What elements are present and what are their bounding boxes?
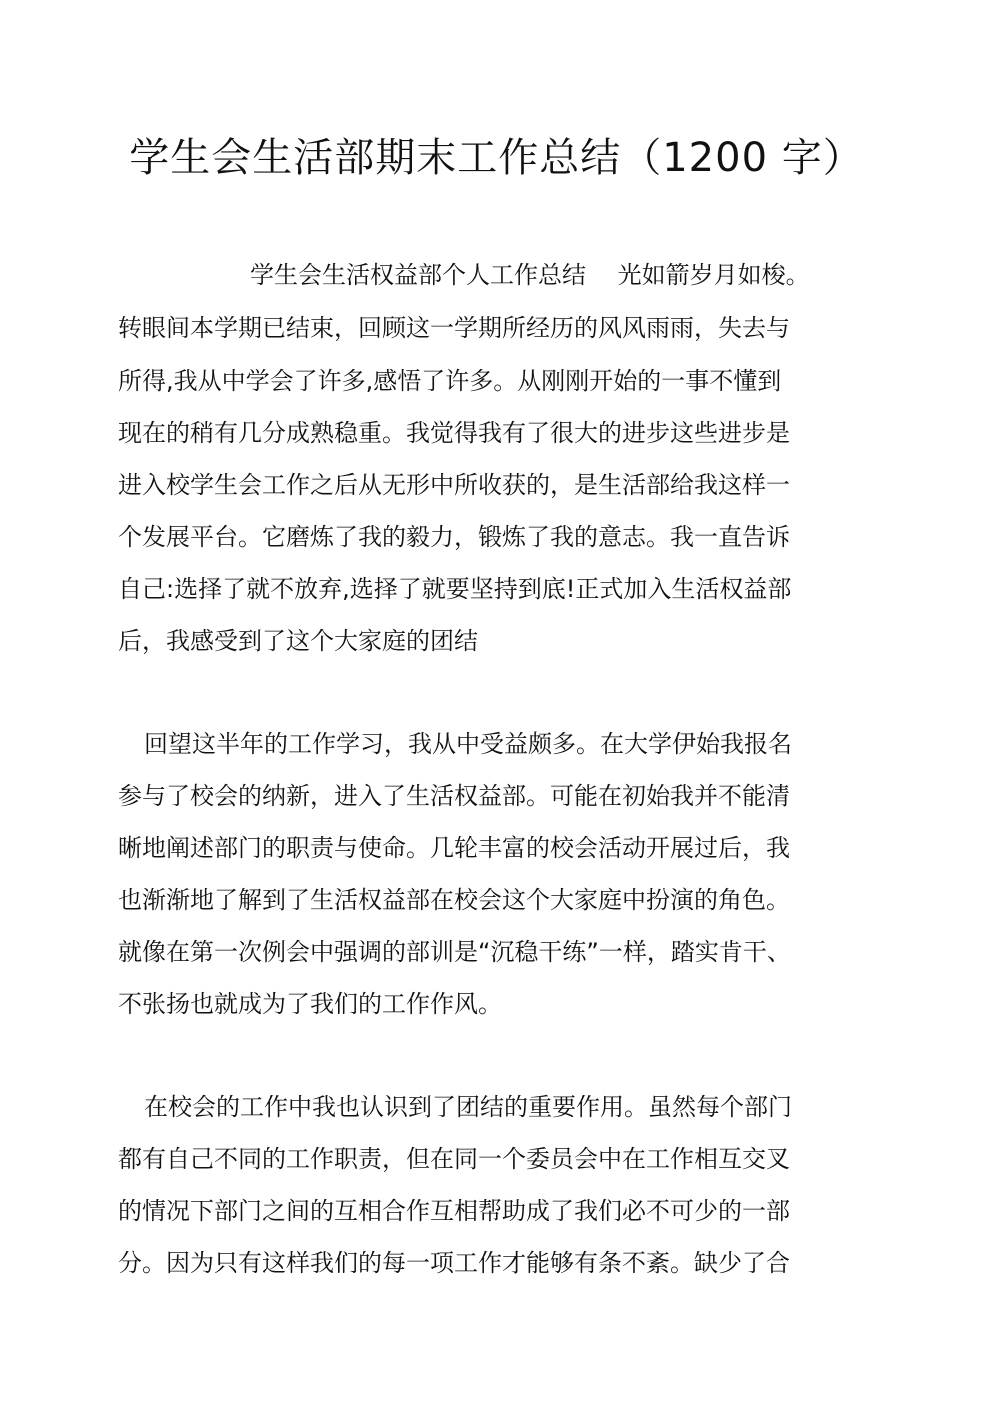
paragraph-1-line-5: 进入校学生会工作之后从无形中所收获的，是生活部给我这样一 bbox=[118, 471, 790, 499]
paragraph-1-line-2: 转眼间本学期已结束，回顾这一学期所经历的风风雨雨，失去与 bbox=[118, 314, 790, 342]
document-title: 学生会生活部期末工作总结（1200 字） bbox=[129, 135, 864, 181]
paragraph-3-line-3: 的情况下部门之间的互相合作互相帮助成了我们必不可少的一部 bbox=[118, 1197, 790, 1225]
paragraph-1-line-3: 所得,我从中学会了许多,感悟了许多。从刚刚开始的一事不懂到 bbox=[118, 367, 782, 395]
paragraph-1-line-6: 个发展平台。它磨炼了我的毅力，锻炼了我的意志。我一直告诉 bbox=[118, 523, 790, 551]
paragraph-3-line-4: 分。因为只有这样我们的每一项工作才能够有条不紊。缺少了合 bbox=[118, 1249, 790, 1277]
paragraph-2-line-1: 回望这半年的工作学习，我从中受益颇多。在大学伊始我报名 bbox=[144, 730, 792, 758]
paragraph-1-line-1: 学生会生活权益部个人工作总结 光如箭岁月如梭。 bbox=[250, 261, 810, 289]
paragraph-1-line-8: 后，我感受到了这个大家庭的团结 bbox=[118, 627, 478, 655]
paragraph-2-line-6: 不张扬也就成为了我们的工作作风。 bbox=[118, 990, 502, 1018]
paragraph-1-line-7: 自己:选择了就不放弃,选择了就要坚持到底!正式加入生活权益部 bbox=[118, 575, 792, 603]
paragraph-3-line-1: 在校会的工作中我也认识到了团结的重要作用。虽然每个部门 bbox=[144, 1093, 792, 1121]
paragraph-1-line-4: 现在的稍有几分成熟稳重。我觉得我有了很大的进步这些进步是 bbox=[118, 419, 790, 447]
paragraph-2-line-5: 就像在第一次例会中强调的部训是“沉稳干练”一样，踏实肯干、 bbox=[118, 938, 791, 966]
paragraph-2-line-3: 晰地阐述部门的职责与使命。几轮丰富的校会活动开展过后，我 bbox=[118, 834, 790, 862]
paragraph-2-line-4: 也渐渐地了解到了生活权益部在校会这个大家庭中扮演的角色。 bbox=[118, 886, 790, 914]
paragraph-3-line-2: 都有自己不同的工作职责，但在同一个委员会中在工作相互交叉 bbox=[118, 1145, 790, 1173]
paragraph-2-line-2: 参与了校会的纳新，进入了生活权益部。可能在初始我并不能清 bbox=[118, 782, 790, 810]
